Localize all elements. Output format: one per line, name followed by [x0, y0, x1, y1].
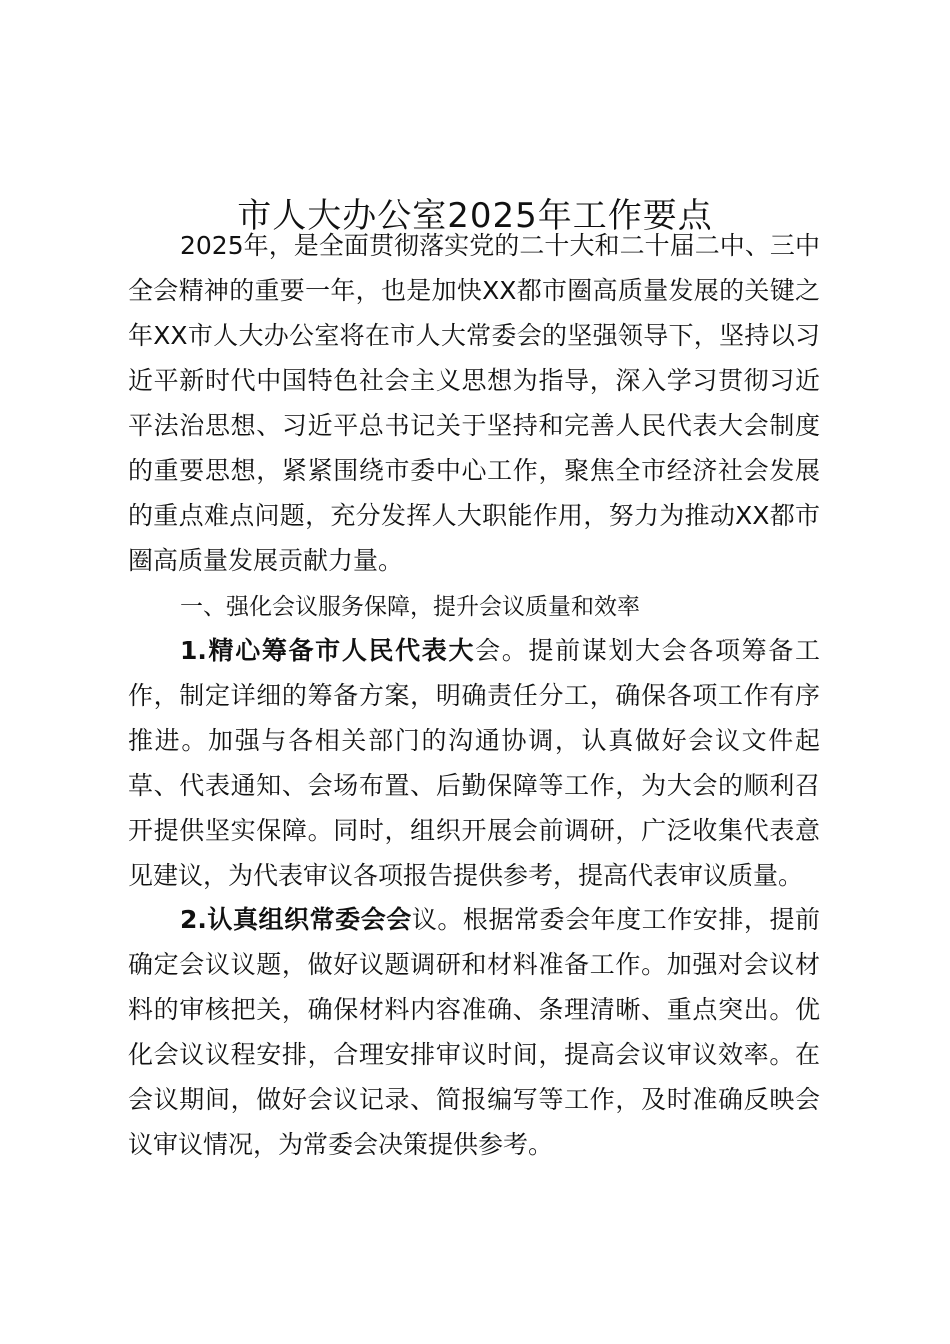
item-2-paragraph	[128, 897, 820, 1167]
document-title: 市人大办公室2025年工作要点	[237, 195, 713, 236]
intro-paragraph: 2025年，是全面贯彻落实党的二十大和二十届二中、三中全会精神的重要一年，也是加快XX都市圈高质量发展的关键之年XX市人大办公室将在市人大常委会的坚强领导下，坚持以习近平新时代中国特色社会主义思想为指导，深入学习贯彻习近平法治思想、习近平总书记关于坚持和完善人民代表大会制度的重要思想，紧紧围绕市委中心工作，聚焦全市经济社会发展的重点难点问题，充分发挥人大职能作用，努力为推动XX都市圈高质量发展贡献力量。	[128, 231, 820, 575]
item-2-text: 议。根据常委会年度工作安排，提前确定会议议题，做好议题调研和材料准备工作。加强对会议材料的审核把关，确保材料内容准确、条理清晰、重点突出。优化会议议程安排，合理安排审议时间，提高会议审议效率。在会议期间，做好会议记录、简报编写等工作，及时准确反映会议审议情况，为常委会决策提供参考。	[128, 905, 820, 1159]
section-heading: 一、强化会议服务保障，提升会议质量和效率	[180, 594, 640, 620]
item-1-text: 会。提前谋划大会各项筹备工作，制定详细的筹备方案，明确责任分工，确保各项工作有序推进。加强与各相关部门的沟通协调，认真做好会议文件起草、代表通知、会场布置、后勤保障等工作，为大会的顺利召开提供坚实保障。同时，组织开展会前调研，广泛收集代表意见建议，为代表审议各项报告提供参考，提高代表审议质量。	[128, 636, 820, 890]
item-2-lead: 2.认真组织常委会会	[180, 905, 412, 934]
item-1-lead: 1.精心筹备市人民代表大	[180, 636, 476, 665]
item-1-paragraph	[128, 628, 820, 898]
